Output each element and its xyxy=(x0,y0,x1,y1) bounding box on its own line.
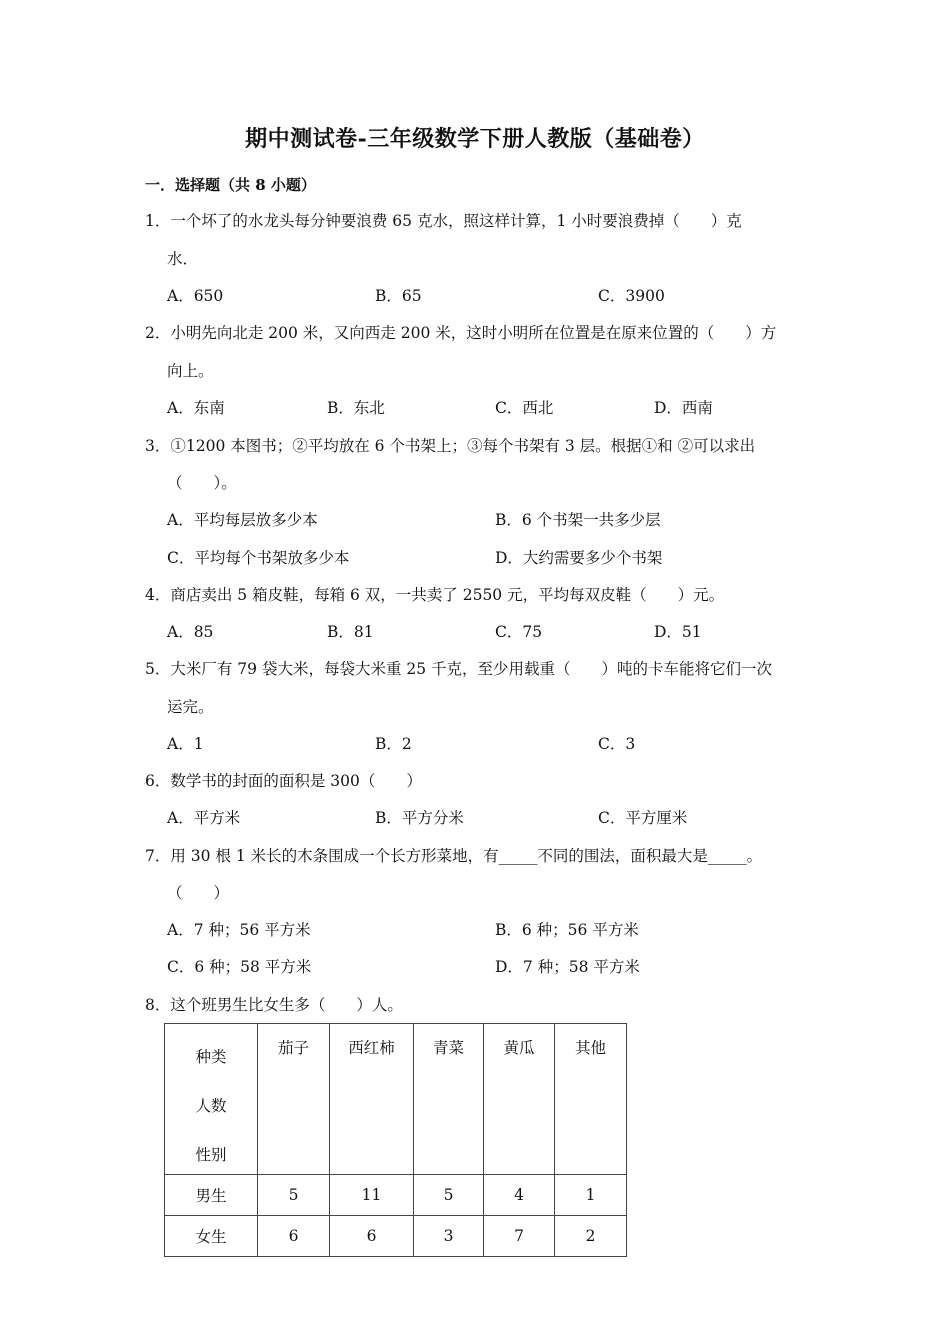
question-5-text-cont: 运完。 xyxy=(167,698,214,716)
q6-option-a[interactable]: A．平方米 xyxy=(167,809,241,827)
table-cell: 7 xyxy=(484,1216,555,1257)
q7-option-b[interactable]: B．6 种；56 平方米 xyxy=(495,921,639,939)
page-title: 期中测试卷-三年级数学下册人教版（基础卷） xyxy=(245,126,705,152)
table-header-cell: 西红柿 xyxy=(330,1024,414,1175)
table-header-row xyxy=(165,1024,627,1175)
table-row xyxy=(165,1216,627,1257)
corner-label-gender: 性别 xyxy=(195,1146,227,1164)
table-cell: 6 xyxy=(258,1216,330,1257)
q7-option-c[interactable]: C．6 种；58 平方米 xyxy=(167,958,312,976)
table-cell: 4 xyxy=(484,1175,555,1216)
question-2-text: 2．小明先向北走 200 米，又向西走 200 米，这时小明所在位置是在原来位置的（ ）方 xyxy=(145,324,777,342)
table-cell: 11 xyxy=(330,1175,414,1216)
corner-label-category: 种类 xyxy=(195,1048,227,1066)
table-cell: 5 xyxy=(258,1175,330,1216)
q2-option-a[interactable]: A．东南 xyxy=(167,399,225,417)
q4-option-c[interactable]: C．75 xyxy=(495,623,543,641)
table-corner-cell xyxy=(165,1024,258,1175)
q6-option-b[interactable]: B．平方分米 xyxy=(375,809,464,827)
question-6-text: 6．数学书的封面的面积是 300（ ） xyxy=(145,772,422,790)
q7-option-a[interactable]: A．7 种；56 平方米 xyxy=(167,921,311,939)
question-2-text-cont: 向上。 xyxy=(167,362,214,380)
q3-option-a[interactable]: A．平均每层放多少本 xyxy=(167,511,318,529)
q2-option-b[interactable]: B．东北 xyxy=(327,399,385,417)
q3-option-d[interactable]: D．大约需要多少个书架 xyxy=(495,549,663,567)
corner-label-count: 人数 xyxy=(195,1097,227,1115)
row-label-girls: 女生 xyxy=(165,1216,258,1257)
question-1-text: 1．一个坏了的水龙头每分钟要浪费 65 克水，照这样计算，1 小时要浪费掉（ ）克 xyxy=(145,212,742,230)
q4-option-d[interactable]: D．51 xyxy=(654,623,702,641)
q3-option-b[interactable]: B．6 个书架一共多少层 xyxy=(495,511,661,529)
section-heading: 一．选择题（共 8 小题） xyxy=(145,176,316,194)
q4-option-b[interactable]: B．81 xyxy=(327,623,374,641)
table-cell: 3 xyxy=(414,1216,484,1257)
q5-option-c[interactable]: C．3 xyxy=(598,735,636,753)
question-1-text-cont: 水． xyxy=(167,250,199,268)
table-header-cell: 青菜 xyxy=(414,1024,484,1175)
q2-option-c[interactable]: C．西北 xyxy=(495,399,554,417)
question-3-text-cont: （ ）。 xyxy=(167,474,237,492)
table-header-cell: 其他 xyxy=(555,1024,627,1175)
question-3-text: 3．①1200 本图书；②平均放在 6 个书架上；③每个书架有 3 层。根据①和 ②可以求出 xyxy=(145,437,756,455)
question-4-text: 4．商店卖出 5 箱皮鞋，每箱 6 双，一共卖了 2550 元，平均每双皮鞋（ ）元。 xyxy=(145,586,725,604)
question-7-text: 7．用 30 根 1 米长的木条围成一个长方形菜地，有_____不同的围法，面积最大是_____。 xyxy=(145,847,763,865)
survey-table xyxy=(164,1023,627,1257)
q5-option-a[interactable]: A．1 xyxy=(167,735,204,753)
table-cell: 6 xyxy=(330,1216,414,1257)
table-cell: 5 xyxy=(414,1175,484,1216)
q6-option-c[interactable]: C．平方厘米 xyxy=(598,809,688,827)
q1-option-b[interactable]: B．65 xyxy=(375,287,422,305)
q1-option-c[interactable]: C．3900 xyxy=(598,287,665,305)
q2-option-d[interactable]: D．西南 xyxy=(654,399,713,417)
q5-option-b[interactable]: B．2 xyxy=(375,735,412,753)
row-label-boys: 男生 xyxy=(165,1175,258,1216)
question-7-text-cont: （ ） xyxy=(167,884,230,902)
q1-option-a[interactable]: A．650 xyxy=(167,287,224,305)
q3-option-c[interactable]: C．平均每个书架放多少本 xyxy=(167,549,350,567)
question-8-text: 8．这个班男生比女生多（ ）人。 xyxy=(145,996,403,1014)
table-header-cell: 黄瓜 xyxy=(484,1024,555,1175)
q4-option-a[interactable]: A．85 xyxy=(167,623,214,641)
table-cell: 2 xyxy=(555,1216,627,1257)
q7-option-d[interactable]: D．7 种；58 平方米 xyxy=(495,958,640,976)
table-cell: 1 xyxy=(555,1175,627,1216)
table-header-cell: 茄子 xyxy=(258,1024,330,1175)
question-5-text: 5．大米厂有 79 袋大米，每袋大米重 25 千克，至少用载重（ ）吨的卡车能将它们一次 xyxy=(145,660,773,678)
table-row xyxy=(165,1175,627,1216)
